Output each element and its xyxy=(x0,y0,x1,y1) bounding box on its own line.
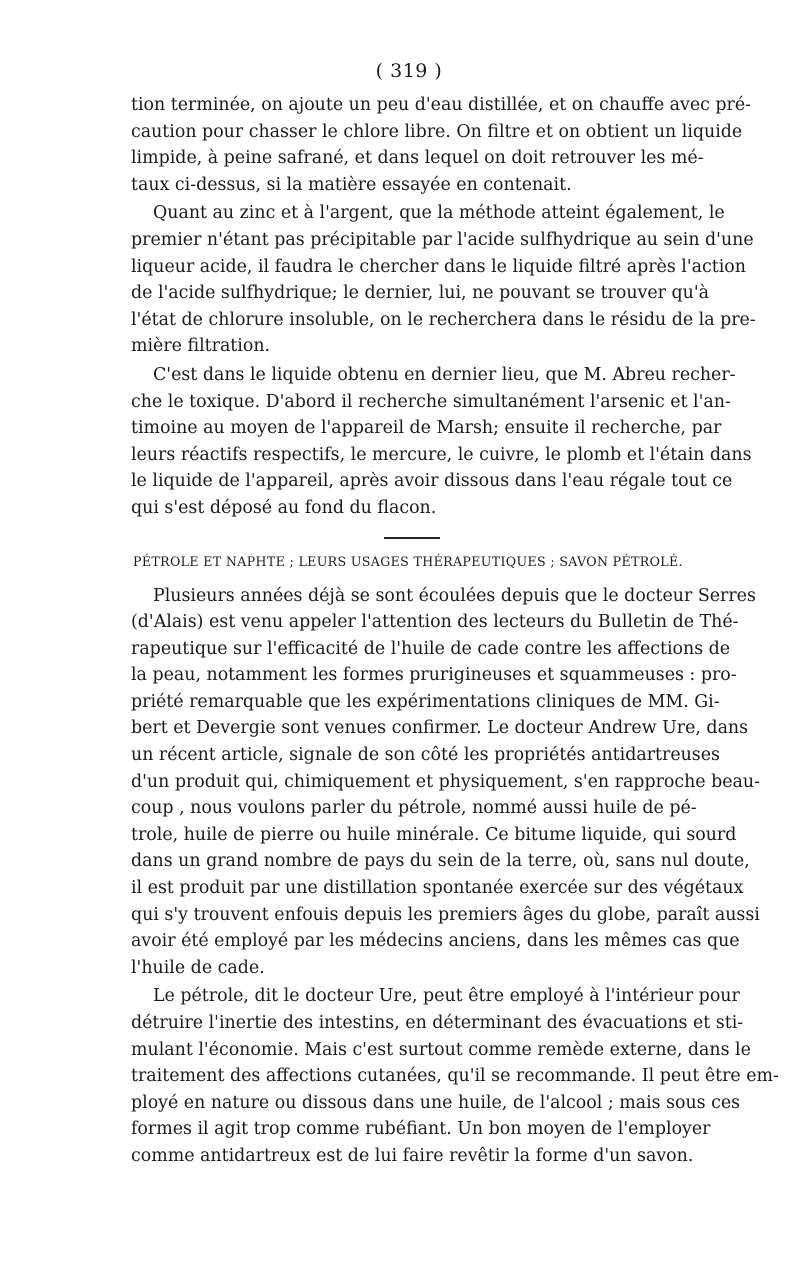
text-line: ployé en nature ou dissous dans une huile, de l'alcool ; mais sous ces xyxy=(131,1092,741,1113)
text-line: traitement des affections cutanées, qu'il se recommande. Il peut être em- xyxy=(131,1066,779,1087)
text-line: liqueur acide, il faudra le chercher dans le liquide filtré après l'action xyxy=(131,256,746,277)
text-line: il est produit par une distillation spontanée exercée sur des végétaux xyxy=(131,878,744,899)
paragraph-zinc-argent xyxy=(131,200,756,360)
text-line: formes il agit trop comme rubéfiant. Un bon moyen de l'employer xyxy=(131,1119,711,1140)
text-line: d'un produit qui, chimiquement et physiquement, s'en rapproche beau- xyxy=(131,771,760,792)
text-line: qui s'est déposé au fond du flacon. xyxy=(131,497,437,518)
paragraph-abreu xyxy=(131,362,752,522)
text-line: bert et Devergie sont venues confirmer. Le docteur Andrew Ure, dans xyxy=(131,718,749,739)
paragraph-ure xyxy=(131,983,779,1169)
text-line: caution pour chasser le chlore libre. On filtre et on obtient un liquide xyxy=(131,121,743,142)
text-line: (d'Alais) est venu appeler l'attention des lecteurs du Bulletin de Thé- xyxy=(131,612,739,633)
section-divider xyxy=(384,537,440,539)
page-number: ( 319 ) xyxy=(375,60,443,82)
text-line: de l'acide sulfhydrique; le dernier, lui, ne pouvant se trouver qu'à xyxy=(131,283,709,304)
text-line: Le pétrole, dit le docteur Ure, peut être employé à l'intérieur pour xyxy=(153,986,740,1007)
text-line: limpide, à peine safrané, et dans lequel on doit retrouver les mé- xyxy=(131,148,704,169)
text-line: taux ci-dessus, si la matière essayée en contenait. xyxy=(131,174,572,195)
text-line: C'est dans le liquide obtenu en dernier lieu, que M. Abreu recher- xyxy=(153,364,736,385)
paragraph-petrole xyxy=(131,583,760,982)
text-line: coup , nous voulons parler du pétrole, nommé aussi huile de pé- xyxy=(131,798,697,819)
text-line: che le toxique. D'abord il recherche simultanément l'arsenic et l'an- xyxy=(131,391,731,412)
text-line: qui s'y trouvent enfouis depuis les premiers âges du globe, paraît aussi xyxy=(131,904,760,925)
text-line: comme antidartreux est de lui faire revêtir la forme d'un savon. xyxy=(131,1145,694,1166)
text-line: tion terminée, on ajoute un peu d'eau distillée, et on chauffe avec pré- xyxy=(131,95,752,115)
text-line: l'huile de cade. xyxy=(131,957,265,978)
section-heading: PÉTROLE ET NAPHTE ; LEURS USAGES THÉRAPEUTIQUES ; SAVON PÉTROLÉ. xyxy=(133,553,683,569)
text-line: timoine au moyen de l'appareil de Marsh; ensuite il recherche, par xyxy=(131,418,722,439)
text-line: avoir été employé par les médecins anciens, dans les mêmes cas que xyxy=(131,931,740,952)
text-line: mulant l'économie. Mais c'est surtout comme remède externe, dans le xyxy=(131,1039,751,1060)
text-line: dans un grand nombre de pays du sein de la terre, où, sans nul doute, xyxy=(131,851,750,872)
text-line: mière filtration. xyxy=(131,336,271,357)
text-line: rapeutique sur l'efficacité de l'huile de cade contre les affections de xyxy=(131,638,731,659)
text-line: l'état de chlorure insoluble, on le recherchera dans le résidu de la pre- xyxy=(131,309,756,330)
text-line: premier n'étant pas précipitable par l'acide sulfhydrique au sein d'une xyxy=(131,229,754,250)
text-line: leurs réactifs respectifs, le mercure, le cuivre, le plomb et l'étain dans xyxy=(131,444,752,465)
text-line: Quant au zinc et à l'argent, que la méthode atteint également, le xyxy=(153,203,725,224)
text-line: un récent article, signale de son côté les propriétés antidartreuses xyxy=(131,745,720,766)
text-line: Plusieurs années déjà se sont écoulées depuis que le docteur Serres xyxy=(153,585,756,606)
paragraph-continuation xyxy=(131,92,752,198)
text-line: le liquide de l'appareil, après avoir dissous dans l'eau régale tout ce xyxy=(131,471,733,492)
text-line: priété remarquable que les expérimentations cliniques de MM. Gi- xyxy=(131,691,720,712)
book-page xyxy=(131,56,779,1170)
text-line: trole, huile de pierre ou huile minérale. Ce bitume liquide, qui sourd xyxy=(131,824,737,845)
text-line: la peau, notamment les formes prurigineuses et squammeuses : pro- xyxy=(131,665,737,686)
text-line: détruire l'inertie des intestins, en déterminant des évacuations et sti- xyxy=(131,1013,744,1033)
